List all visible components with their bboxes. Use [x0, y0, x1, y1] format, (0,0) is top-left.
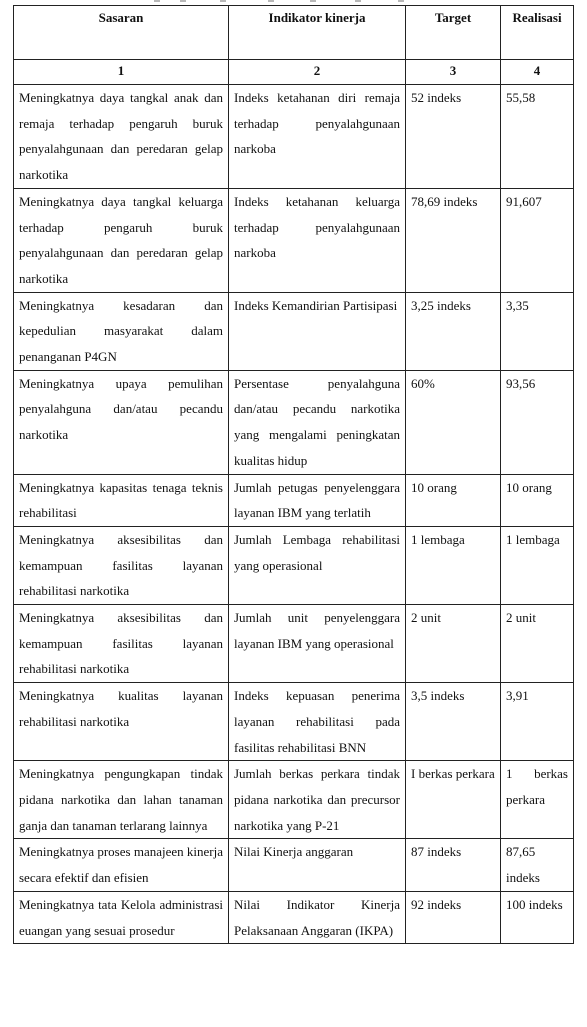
table-row — [14, 839, 574, 891]
cell-realisasi: 1 berkas perkara — [501, 761, 574, 839]
caption-fragment — [355, 0, 361, 2]
header-realisasi: Realisasi — [501, 6, 574, 60]
header-target: Target — [406, 6, 501, 60]
cell-indikator-kinerja: Indeks ketahanan keluarga terhadap penyalahgunaan narkoba — [229, 188, 406, 292]
table-row — [14, 85, 574, 189]
caption-fragment — [154, 0, 160, 2]
cell-realisasi: 91,607 — [501, 188, 574, 292]
header-sasaran: Sasaran — [14, 6, 229, 60]
table-row — [14, 370, 574, 474]
cell-indikator-kinerja: Persentase penyalahguna dan/atau pecandu narkotika yang mengalami peningkatan kualitas hidup — [229, 370, 406, 474]
cell-target: 52 indeks — [406, 85, 501, 189]
caption-fragment — [310, 0, 316, 2]
cell-indikator-kinerja: Jumlah berkas perkara tindak pidana narkotika dan precursor narkotika yang P-21 — [229, 761, 406, 839]
cell-realisasi: 93,56 — [501, 370, 574, 474]
cell-sasaran: Meningkatnya pengungkapan tindak pidana narkotika dan lahan tanaman ganja dan tanaman terlarang lainnya — [14, 761, 229, 839]
table-row — [14, 474, 574, 526]
cell-sasaran: Meningkatnya kesadaran dan kepedulian masyarakat dalam penanganan P4GN — [14, 292, 229, 370]
cell-sasaran: Meningkatnya proses manajeen kinerja secara efektif dan efisien — [14, 839, 229, 891]
column-number: 3 — [406, 60, 501, 85]
cell-realisasi: 3,91 — [501, 683, 574, 761]
table-row — [14, 605, 574, 683]
column-number: 2 — [229, 60, 406, 85]
cell-sasaran: Meningkatnya daya tangkal anak dan remaja terhadap pengaruh buruk penyalahgunaan dan peredaran gelap narkotika — [14, 85, 229, 189]
cell-target: I berkas perkara — [406, 761, 501, 839]
cell-indikator-kinerja: Jumlah Lembaga rehabilitasi yang operasional — [229, 526, 406, 604]
cell-target: 3,25 indeks — [406, 292, 501, 370]
header-indikator-kinerja: Indikator kinerja — [229, 6, 406, 60]
column-number: 4 — [501, 60, 574, 85]
caption-fragment — [180, 0, 186, 2]
cell-realisasi: 2 unit — [501, 605, 574, 683]
cell-indikator-kinerja: Jumlah petugas penyelenggara layanan IBM yang terlatih — [229, 474, 406, 526]
cropped-caption-remnant — [150, 0, 450, 3]
cell-realisasi: 100 indeks — [501, 891, 574, 943]
cell-target: 78,69 indeks — [406, 188, 501, 292]
column-number-row — [14, 60, 574, 85]
caption-fragment — [220, 0, 226, 2]
cell-target: 60% — [406, 370, 501, 474]
cell-realisasi: 10 orang — [501, 474, 574, 526]
cell-target: 1 lembaga — [406, 526, 501, 604]
caption-fragment — [398, 0, 404, 2]
cell-indikator-kinerja: Indeks kepuasan penerima layanan rehabilitasi pada fasilitas rehabilitasi BNN — [229, 683, 406, 761]
cell-indikator-kinerja: Jumlah unit penyelenggara layanan IBM yang operasional — [229, 605, 406, 683]
cell-sasaran: Meningkatnya kualitas layanan rehabilitasi narkotika — [14, 683, 229, 761]
cell-sasaran: Meningkatnya daya tangkal keluarga terhadap pengaruh buruk penyalahgunaan dan peredaran gelap narkotika — [14, 188, 229, 292]
cell-indikator-kinerja: Indeks Kemandirian Partisipasi — [229, 292, 406, 370]
cell-indikator-kinerja: Nilai Indikator Kinerja Pelaksanaan Anggaran (IKPA) — [229, 891, 406, 943]
cell-sasaran: Meningkatnya kapasitas tenaga teknis rehabilitasi — [14, 474, 229, 526]
table-row — [14, 683, 574, 761]
cell-realisasi: 55,58 — [501, 85, 574, 189]
cell-indikator-kinerja: Nilai Kinerja anggaran — [229, 839, 406, 891]
table-row — [14, 292, 574, 370]
cell-realisasi: 87,65 indeks — [501, 839, 574, 891]
cell-indikator-kinerja: Indeks ketahanan diri remaja terhadap penyalahgunaan narkoba — [229, 85, 406, 189]
cell-sasaran: Meningkatnya tata Kelola administrasi euangan yang sesuai prosedur — [14, 891, 229, 943]
cell-realisasi: 1 lembaga — [501, 526, 574, 604]
column-number: 1 — [14, 60, 229, 85]
cell-target: 10 orang — [406, 474, 501, 526]
cell-target: 87 indeks — [406, 839, 501, 891]
table-row — [14, 891, 574, 943]
caption-fragment — [268, 0, 274, 2]
table-row — [14, 526, 574, 604]
cell-target: 92 indeks — [406, 891, 501, 943]
cell-sasaran: Meningkatnya aksesibilitas dan kemampuan fasilitas layanan rehabilitasi narkotika — [14, 526, 229, 604]
cell-sasaran: Meningkatnya aksesibilitas dan kemampuan fasilitas layanan rehabilitasi narkotika — [14, 605, 229, 683]
performance-table — [13, 5, 574, 944]
table-row — [14, 188, 574, 292]
cell-target: 2 unit — [406, 605, 501, 683]
table-header-row — [14, 6, 574, 60]
cell-sasaran: Meningkatnya upaya pemulihan penyalahguna dan/atau pecandu narkotika — [14, 370, 229, 474]
cell-target: 3,5 indeks — [406, 683, 501, 761]
table-row — [14, 761, 574, 839]
cell-realisasi: 3,35 — [501, 292, 574, 370]
